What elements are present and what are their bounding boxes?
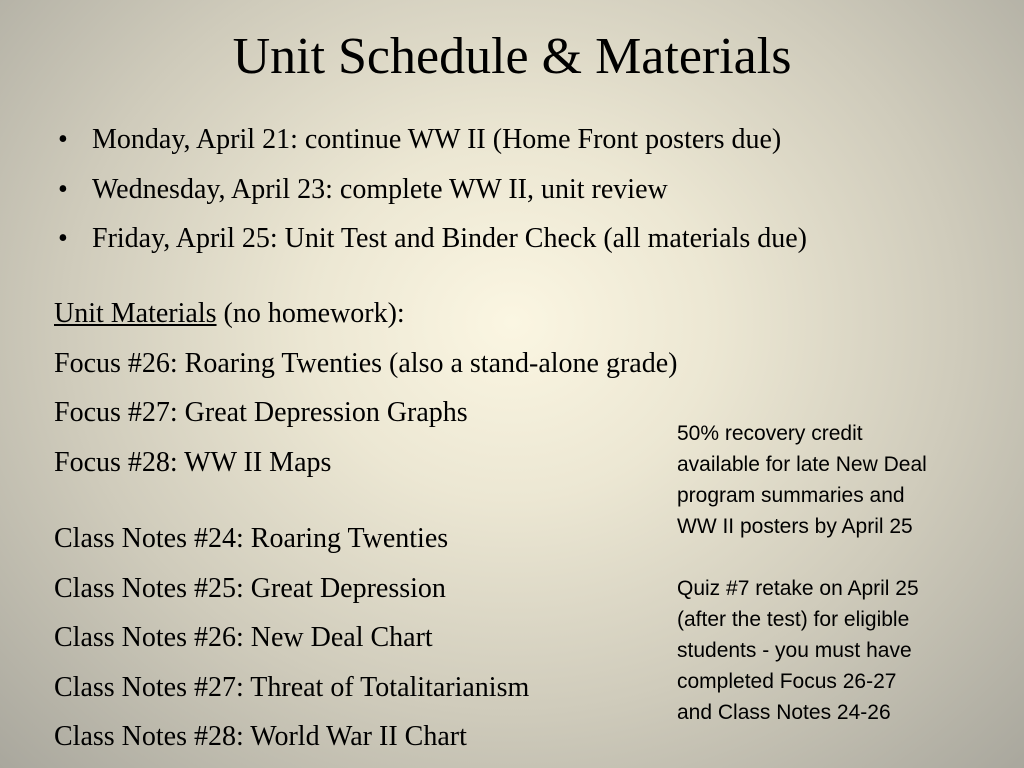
schedule-item — [58, 118, 807, 168]
recovery-credit-line: program summaries and — [677, 484, 905, 507]
quiz-retake-line: (after the test) for eligible — [677, 608, 910, 631]
unit-materials-section — [54, 292, 677, 490]
recovery-credit-line: WW II posters by April 25 — [677, 515, 913, 538]
materials-heading — [54, 292, 677, 342]
quiz-retake-line: completed Focus 26-27 — [677, 670, 897, 693]
schedule-item-text: Friday, April 25: Unit Test and Binder Check (all materials due) — [92, 223, 807, 254]
focus-item: Focus #28: WW II Maps — [54, 446, 332, 478]
class-notes-item: Class Notes #28: World War II Chart — [54, 721, 467, 752]
schedule-item — [58, 168, 807, 218]
class-notes-item: Class Notes #26: New Deal Chart — [54, 622, 433, 653]
schedule-list — [58, 118, 807, 267]
schedule-item — [58, 217, 807, 267]
schedule-item-text: Wednesday, April 23: complete WW II, unit review — [92, 173, 668, 205]
materials-heading-rest: (no homework): — [216, 298, 405, 329]
quiz-retake-line: and Class Notes 24-26 — [677, 701, 891, 724]
schedule-item-text: Monday, April 21: continue WW II (Home Front posters due) — [92, 124, 782, 155]
recovery-credit-line: 50% recovery credit — [677, 422, 863, 445]
quiz-retake-line: Quiz #7 retake on April 25 — [677, 577, 919, 600]
focus-item: Focus #27: Great Depression Graphs — [54, 397, 468, 428]
materials-heading-underlined: Unit Materials — [54, 298, 217, 329]
bullet-icon: • — [58, 223, 68, 254]
slide-title: Unit Schedule & Materials — [232, 28, 792, 85]
side-note-spacer — [677, 542, 1007, 573]
bullet-icon: • — [58, 124, 68, 155]
focus-item: Focus #26: Roaring Twenties (also a stand-alone grade) — [54, 347, 678, 379]
quiz-retake-line: students - you must have — [677, 639, 912, 662]
recovery-credit-line: available for late New Deal — [677, 453, 927, 476]
class-notes-section — [54, 517, 529, 765]
class-notes-item: Class Notes #24: Roaring Twenties — [54, 523, 449, 554]
bullet-icon: • — [58, 173, 68, 205]
side-note — [677, 418, 1007, 728]
class-notes-item: Class Notes #25: Great Depression — [54, 572, 446, 604]
class-notes-item: Class Notes #27: Threat of Totalitarianism — [54, 671, 530, 703]
